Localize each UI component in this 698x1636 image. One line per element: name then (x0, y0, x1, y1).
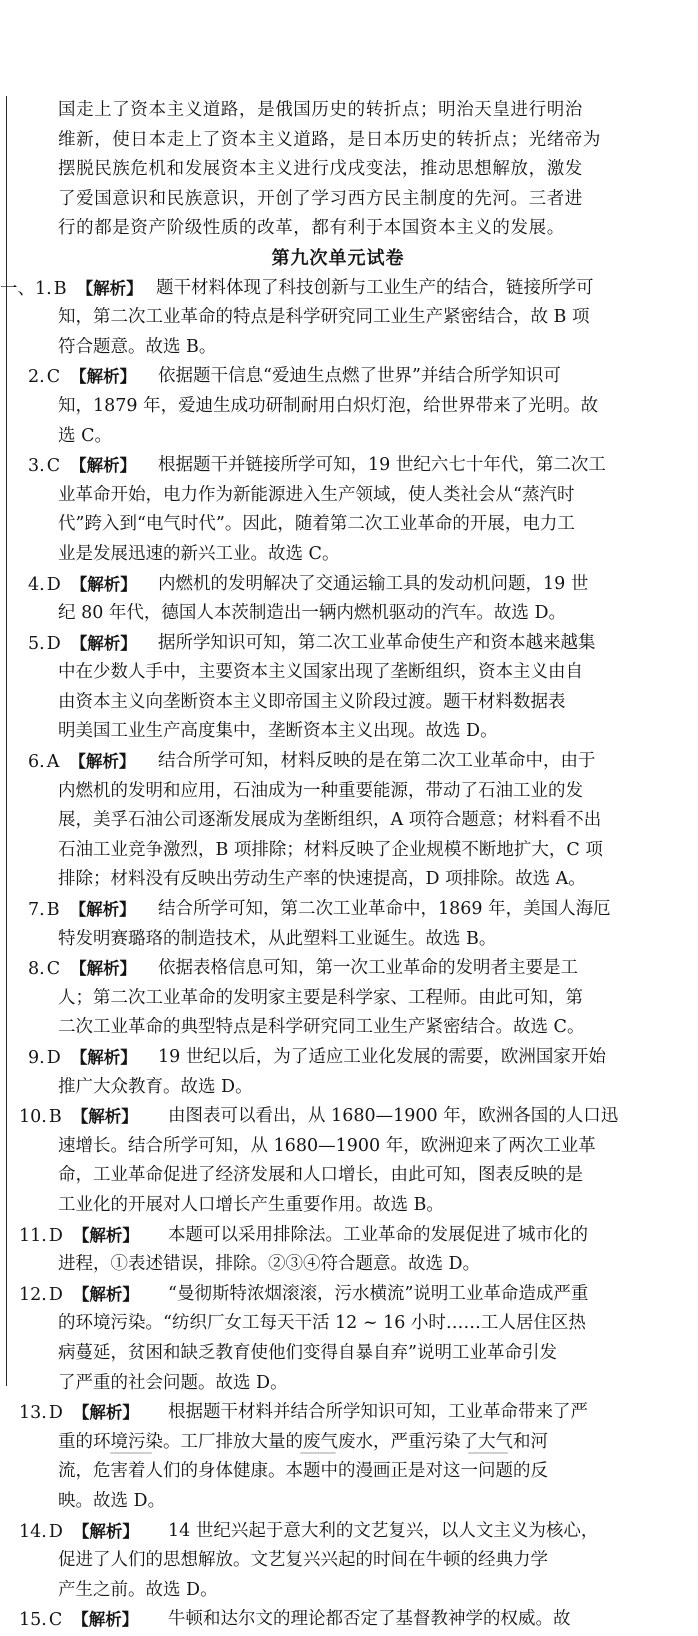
answer-first-line: “曼彻斯特浓烟滚滚，污水横流”说明工业革命造成严重 (168, 1283, 589, 1304)
answer-item-head (28, 362, 136, 392)
bottom-scan-marks (0, 1452, 698, 1462)
answer-line: 推广大众教育。故选 D。 (58, 1076, 253, 1097)
answer-line: 石油工业竞争激烈，B 项排除；材料反映了企业规模不断地扩大，C 项 (58, 839, 603, 860)
answer-list (0, 274, 619, 1635)
answer-line: 的环境污染。“纺织厂女工每天干活 12 ~ 16 小时……工人居住区热 (58, 1313, 586, 1334)
analysis-tag: 【解析】 (72, 1610, 139, 1630)
content-column (0, 96, 619, 1635)
answer-first-line: 依据题干信息“爱迪生点燃了世界”并结合所学知识可 (158, 366, 561, 387)
answer-item (28, 451, 618, 569)
answer-letter: B (48, 1107, 62, 1128)
answer-line: 重的环境污染。工厂排放大量的废气废水，严重污染了大气和河 (58, 1431, 548, 1452)
answer-first-line: 题干材料体现了科技创新与工业生产的结合，链接所学可 (156, 277, 594, 298)
answer-item (28, 570, 618, 629)
answer-item-head (0, 274, 143, 304)
answer-item (28, 362, 618, 451)
answer-item (28, 629, 618, 747)
intro-line: 了爱国意识和民族意识，开创了学习西方民主制度的先河。三者进 (58, 188, 583, 209)
analysis-tag: 【解析】 (76, 278, 143, 298)
question-number: 5. (28, 633, 45, 654)
answer-line: 特发明赛璐珞的制造技术，从此塑料工业诞生。故选 B。 (58, 928, 497, 949)
analysis-tag: 【解析】 (70, 633, 137, 653)
answer-line: 业是发展迅速的新兴工业。故选 C。 (58, 543, 340, 564)
answer-item-head (28, 451, 136, 481)
answer-letter: C (46, 959, 61, 980)
answer-line: 映。故选 D。 (58, 1490, 166, 1511)
intro-paragraph (58, 96, 618, 244)
analysis-tag: 【解析】 (72, 1521, 139, 1541)
answer-letter: D (48, 1284, 63, 1305)
analysis-tag: 【解析】 (70, 1048, 137, 1067)
answer-item (19, 1102, 619, 1220)
answer-item (28, 747, 618, 895)
analysis-tag: 【解析】 (72, 1403, 139, 1423)
answer-letter: C (46, 367, 61, 388)
answer-item (19, 1517, 618, 1606)
answer-item-head (19, 1102, 138, 1132)
answer-first-line: 依据表格信息可知，第一次工业革命的发明者主要是工 (158, 958, 578, 979)
answer-item (28, 1043, 618, 1102)
answer-first-line: 由图表可以看出，从 1680—1900 年，欧洲各国的人口迅 (168, 1106, 619, 1127)
answer-item (19, 1221, 618, 1280)
answer-letter: D (48, 1521, 63, 1542)
answer-line: 进程，①表述错误，排除。②③④符合题意。故选 D。 (58, 1254, 481, 1275)
answer-item-head (28, 954, 136, 984)
answer-item-head (19, 1398, 139, 1428)
answer-item-head (19, 1221, 139, 1251)
answer-item-head (19, 1605, 138, 1635)
answer-item-head (28, 629, 137, 659)
intro-line: 行的都是资产阶级性质的改革，都有利于本国资本主义的发展。 (58, 218, 565, 239)
analysis-tag: 【解析】 (72, 1284, 139, 1304)
answer-line: 由资本主义向垄断资本主义即帝国主义阶段过渡。题干材料数据表 (58, 691, 566, 712)
answer-line: 二次工业革命的典型特点是科学研究同工业生产紧密结合。故选 C。 (58, 1017, 585, 1038)
analysis-tag: 【解析】 (70, 959, 137, 979)
answer-letter: D (48, 1225, 63, 1246)
answer-item (0, 274, 618, 363)
analysis-tag: 【解析】 (70, 367, 137, 387)
section-title: 第九次单元试卷 (271, 247, 405, 269)
analysis-tag: 【解析】 (71, 1107, 138, 1127)
answer-item-head (28, 895, 136, 925)
answer-letter: A (46, 752, 60, 773)
answer-line: 病蔓延，贫困和缺乏教育使他们变得自暴自弃”说明工业革命引发 (58, 1342, 557, 1363)
answer-line: 展，美孚石油公司逐渐发展成为垄断组织，A 项符合题意；材料看不出 (58, 810, 602, 831)
answer-line: 代”跨入到“电气时代”。因此，随着第二次工业革命的开展，电力工 (58, 514, 575, 535)
answer-first-line: 根据题干材料并结合所学知识可知，工业革命带来了严 (168, 1402, 588, 1423)
answer-item-head (28, 747, 135, 777)
analysis-tag: 【解析】 (70, 574, 137, 594)
answer-line: 速增长。结合所学可知，从 1680—1900 年，欧洲迎来了两次工业革 (58, 1135, 596, 1156)
answer-letter: C (48, 1610, 63, 1631)
answer-line: 明美国工业生产高度集中，垄断资本主义出现。故选 D。 (58, 721, 498, 742)
analysis-tag: 【解析】 (72, 1225, 139, 1245)
answer-item-head (28, 1043, 137, 1073)
answer-first-line: 本题可以采用排除法。工业革命的发展促进了城市化的 (168, 1224, 588, 1245)
answer-letter: D (48, 1403, 63, 1424)
answer-line: 业革命开始，电力作为新能源进入生产领域，使人类社会从“蒸汽时 (58, 484, 575, 505)
question-number: 13. (19, 1403, 47, 1424)
answer-line: 知，第二次工业革命的特点是科学研究同工业生产紧密结合，故 B 项 (58, 307, 590, 328)
question-number: 8. (28, 959, 45, 980)
answer-line: 流，危害着人们的身体健康。本题中的漫画正是对这一问题的反 (58, 1461, 548, 1482)
question-number: 2. (28, 367, 45, 388)
answer-first-line: 14 世纪兴起于意大利的文艺复兴，以人文主义为核心， (168, 1520, 599, 1541)
question-number: 12. (19, 1284, 47, 1305)
answer-line: 内燃机的发明和应用，石油成为一种重要能源，带动了石油工业的发 (58, 780, 583, 801)
answer-line: 产生之前。故选 D。 (58, 1579, 218, 1600)
question-number: 10. (19, 1107, 47, 1128)
answer-letter: D (46, 1048, 61, 1068)
answer-line: 知，1879 年，爱迪生成功研制耐用白炽灯泡，给世界带来了光明。故 (58, 395, 599, 416)
answer-line: 选 C。 (58, 425, 112, 446)
intro-line: 国走上了资本主义道路，是俄国历史的转折点；明治天皇进行明治 (58, 100, 583, 120)
answer-item (28, 954, 618, 1043)
section-prefix: 一、 (0, 278, 35, 299)
answer-line: 人；第二次工业革命的发明家主要是科学家、工程师。由此可知，第 (58, 987, 583, 1008)
question-number: 7. (28, 900, 45, 921)
question-number: 9. (28, 1048, 45, 1068)
answer-letter: D (46, 633, 61, 654)
answer-first-line: 据所学知识可知，第二次工业革命使生产和资本越来越集 (158, 632, 596, 653)
answer-item (28, 895, 618, 954)
answer-first-line: 19 世纪以后，为了适应工业化发展的需要，欧洲国家开始 (158, 1047, 606, 1067)
analysis-tag: 【解析】 (69, 752, 136, 772)
answer-line: 纪 80 年代，德国人本茨制造出一辆内燃机驱动的汽车。故选 D。 (58, 603, 566, 624)
answer-first-line: 结合所学可知，第二次工业革命中，1869 年，美国人海厄 (158, 899, 611, 920)
answer-letter: B (53, 278, 67, 299)
analysis-tag: 【解析】 (69, 900, 136, 920)
question-number: 6. (28, 752, 45, 773)
question-number: 11. (19, 1225, 47, 1246)
answer-letter: C (46, 456, 61, 477)
answer-line: 中在少数人手中，主要资本主义国家出现了垄断组织，资本主义由自 (58, 662, 583, 683)
answer-line: 排除；材料没有反映出劳动生产率的快速提高，D 项排除。故选 A。 (58, 869, 586, 890)
answer-line: 工业化的开展对人口增长产生重要作用。故选 B。 (58, 1194, 444, 1215)
intro-line: 维新，使日本走上了资本主义道路，是日本历史的转折点；光绪帝为 (58, 129, 601, 150)
answer-item (19, 1605, 618, 1635)
question-number: 14. (19, 1521, 47, 1542)
answer-first-line: 结合所学可知，材料反映的是在第二次工业革命中，由于 (158, 751, 596, 772)
question-number: 3. (28, 456, 45, 477)
answer-item-head (19, 1517, 139, 1547)
answer-item (19, 1280, 618, 1398)
question-number: 15. (19, 1610, 47, 1631)
answer-letter: B (46, 900, 60, 921)
question-number: 1. (35, 278, 52, 299)
analysis-tag: 【解析】 (70, 456, 137, 476)
intro-line: 摆脱民族危机和发展资本主义进行戊戌变法，推动思想解放，激发 (58, 159, 583, 180)
answer-line: 符合题意。故选 B。 (58, 336, 217, 357)
answer-letter: D (46, 574, 61, 595)
question-number: 4. (28, 574, 45, 595)
answer-line: 命，工业革命促进了经济发展和人口增长，由此可知，图表反映的是 (58, 1165, 583, 1186)
answer-first-line: 内燃机的发明解决了交通运输工具的发动机问题，19 世 (158, 573, 589, 594)
answer-line: 了严重的社会问题。故选 D。 (58, 1372, 288, 1393)
answer-first-line: 根据题干并链接所学可知，19 世纪六七十年代，第二次工 (158, 455, 606, 476)
answer-item-head (19, 1280, 139, 1310)
answer-first-line: 牛顿和达尔文的理论都否定了基督教神学的权威。故 (168, 1609, 571, 1630)
answer-item-head (28, 570, 137, 600)
answer-line: 促进了人们的思想解放。文艺复兴兴起的时间在牛顿的经典力学 (58, 1550, 548, 1571)
